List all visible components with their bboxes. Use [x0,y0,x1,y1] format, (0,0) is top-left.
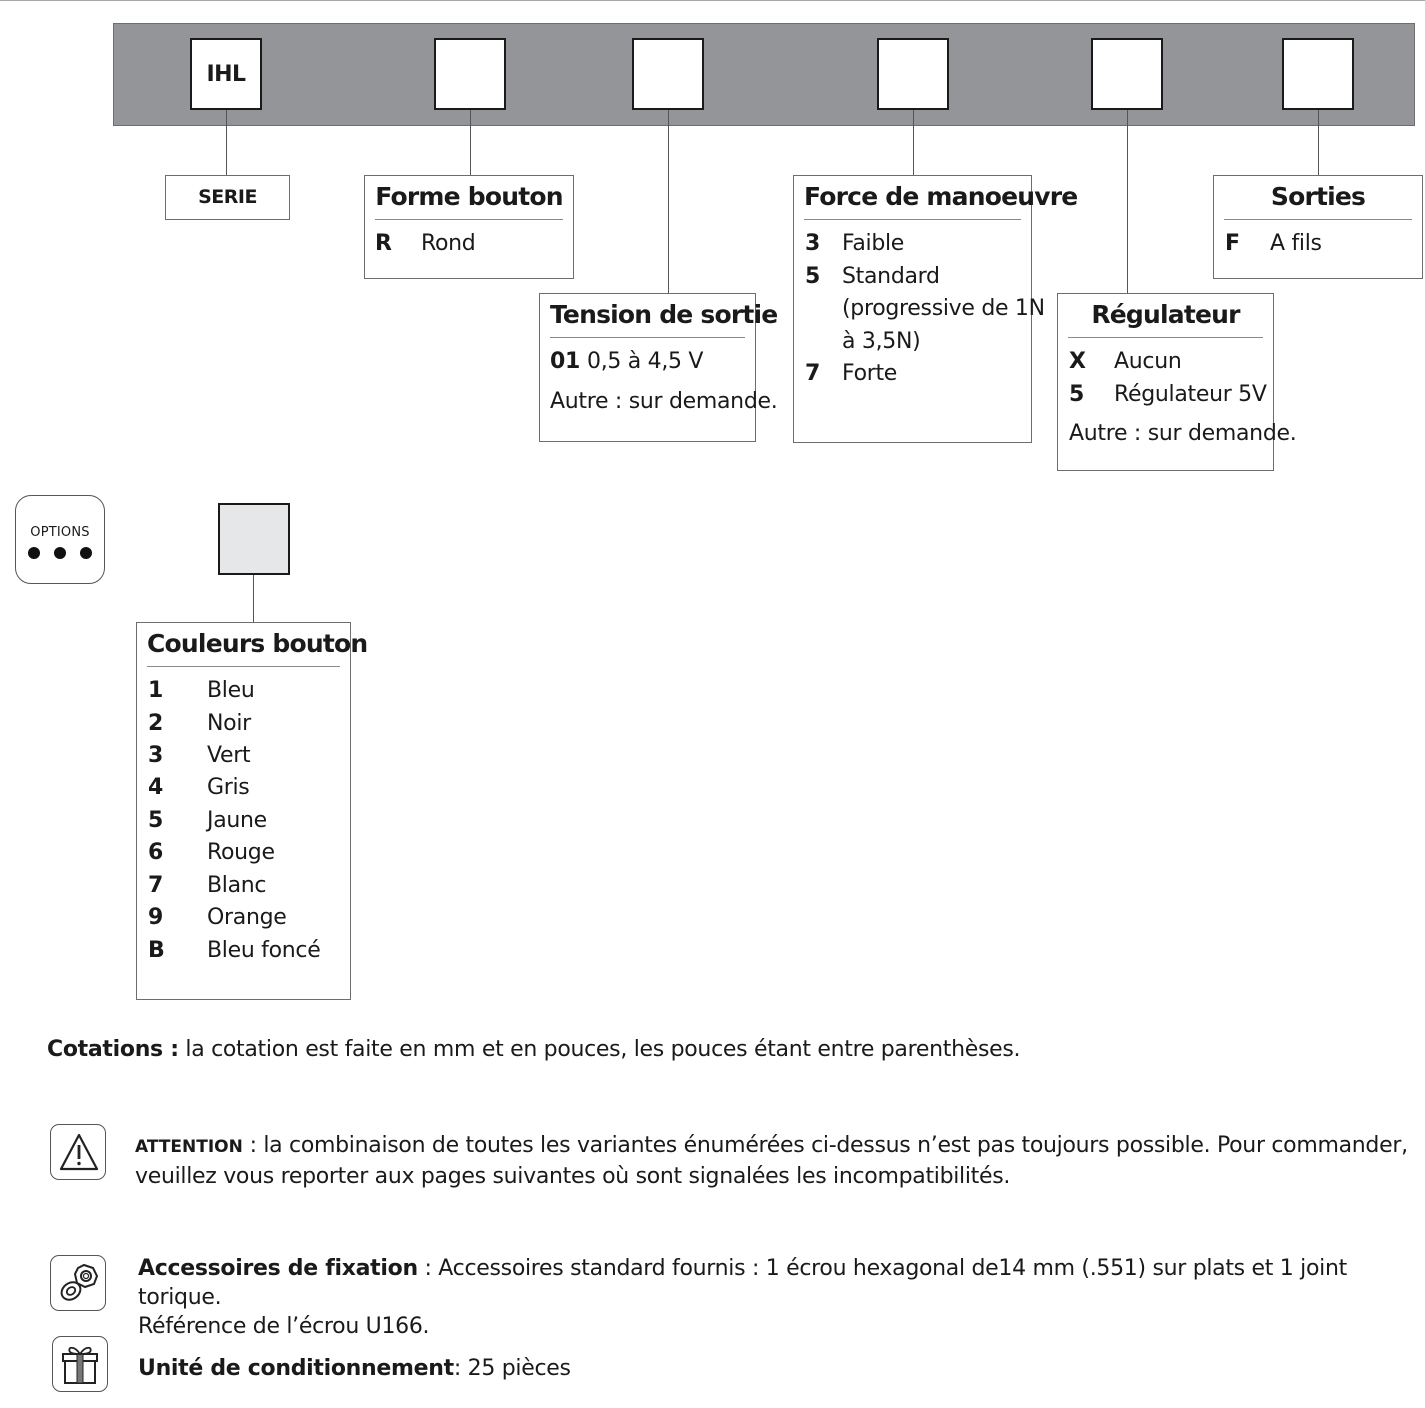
list-item [1225,231,1415,261]
top-rule [0,0,1425,1]
panel-title: Régulateur [1068,294,1263,338]
item-code: 5 [148,808,164,833]
connector-serie [226,110,227,175]
gift-box-icon [52,1336,108,1392]
list-item [148,808,343,838]
list-item [1069,382,1269,412]
panel-title: Couleurs bouton [147,623,340,667]
item-code: 5 [1069,382,1085,407]
code-slot-sorties [1282,38,1354,110]
item-label: Standard [842,264,940,289]
item-label: A fils [1270,231,1322,256]
attention-text-line1: : la combinaison de toutes les variantes énumérées ci-dessus n’est pas toujours possible. Pour commander, [242,1133,1408,1158]
list-item [550,349,750,379]
serie-label: SERIE [165,175,290,220]
conditionnement-paragraph [138,1354,1138,1383]
panel-title: Sorties [1224,176,1412,220]
list-item-continuation [842,329,1032,359]
item-code: 7 [805,361,821,386]
item-label: Rouge [207,840,275,865]
code-slot-forme-bouton [434,38,506,110]
code-slot-force-manoeuvre [877,38,949,110]
item-label: Bleu foncé [207,938,321,963]
item-code: 9 [148,905,164,930]
item-code: 3 [148,743,164,768]
code-slot-tension-sortie [632,38,704,110]
list-item [805,231,1025,261]
panel-title: Force de manoeuvre [804,176,1021,220]
panel-forme-bouton [364,175,574,279]
connector-tension-sortie [668,110,669,293]
item-code: B [148,938,165,963]
item-label: Jaune [207,808,267,833]
panel-force-manoeuvre [793,175,1078,443]
panel-tension-sortie [539,293,778,442]
connector-forme-bouton [470,110,471,175]
list-item [148,743,343,773]
item-code: 3 [805,231,821,256]
item-label: Faible [842,231,905,256]
cotations-label: Cotations : [47,1037,179,1062]
item-label: Blanc [207,873,267,898]
item-label: à 3,5N) [842,329,921,354]
cotations-paragraph [47,1035,1407,1064]
item-label: Orange [207,905,287,930]
list-item [148,840,343,870]
list-item-continuation [842,296,1045,326]
item-label: Forte [842,361,898,386]
attention-text-line2: veuillez vous reporter aux pages suivantes où sont signalées les incompatibilités. [135,1164,1011,1189]
list-item [1069,349,1269,379]
options-badge [15,495,105,584]
code-slot-serie: IHL [190,38,262,110]
panel-couleurs-bouton [136,622,368,1000]
list-item [148,938,343,968]
item-label: Aucun [1114,349,1182,374]
item-code: X [1069,349,1086,374]
item-code: 5 [805,264,821,289]
item-code: 6 [148,840,164,865]
conditionnement-text: : 25 pièces [453,1356,571,1381]
list-item [805,361,1025,391]
panel-note: Autre : sur demande. [1069,421,1297,446]
nut-and-washer-icon [50,1255,106,1311]
list-item [375,231,565,261]
panel-note: Autre : sur demande. [550,389,778,414]
list-item [148,678,343,708]
item-code: 2 [148,711,164,736]
connector-sorties [1318,110,1319,175]
code-slot-couleurs-bouton [218,503,290,575]
panel-regulateur [1057,293,1297,471]
code-slot-regulateur [1091,38,1163,110]
item-code: 01 [550,349,581,374]
accessoires-label: Accessoires de fixation [138,1256,418,1281]
connector-force-manoeuvre [913,110,914,175]
panel-title: Forme bouton [375,176,563,220]
item-label: 0,5 à 4,5 V [587,349,704,374]
options-label: OPTIONS [30,525,90,540]
item-code: R [375,231,392,256]
connector-regulateur [1127,110,1128,293]
attention-label: ATTENTION [135,1137,243,1157]
item-label: Vert [207,743,251,768]
panel-title: Tension de sortie [550,294,745,338]
item-label: (progressive de 1N [842,296,1045,321]
accessoires-paragraph [138,1254,1418,1341]
item-label: Rond [421,231,476,256]
code-bar [113,23,1415,126]
connector-couleurs-bouton [253,575,254,623]
cotations-text: la cotation est faite en mm et en pouces, les pouces étant entre parenthèses. [178,1037,1021,1062]
item-label: Bleu [207,678,255,703]
warning-triangle-icon [50,1124,106,1180]
list-item [148,905,343,935]
panel-sorties [1213,175,1423,279]
item-code: F [1225,231,1240,256]
item-code: 7 [148,873,164,898]
item-label: Régulateur 5V [1114,382,1267,407]
attention-paragraph [135,1131,1415,1191]
list-item [148,775,343,805]
item-code: 4 [148,775,164,800]
accessoires-text-line1: : Accessoires standard fournis : 1 écrou hexagonal de14 mm (.551) sur plats et 1 joint torique. [138,1256,1347,1310]
item-label: Noir [207,711,251,736]
list-item [805,264,1025,294]
item-code: 1 [148,678,164,703]
item-label: Gris [207,775,250,800]
list-item [148,711,343,741]
list-item [148,873,343,903]
conditionnement-label: Unité de conditionnement [138,1356,454,1381]
accessoires-text-line2: Référence de l’écrou U166. [138,1314,430,1339]
